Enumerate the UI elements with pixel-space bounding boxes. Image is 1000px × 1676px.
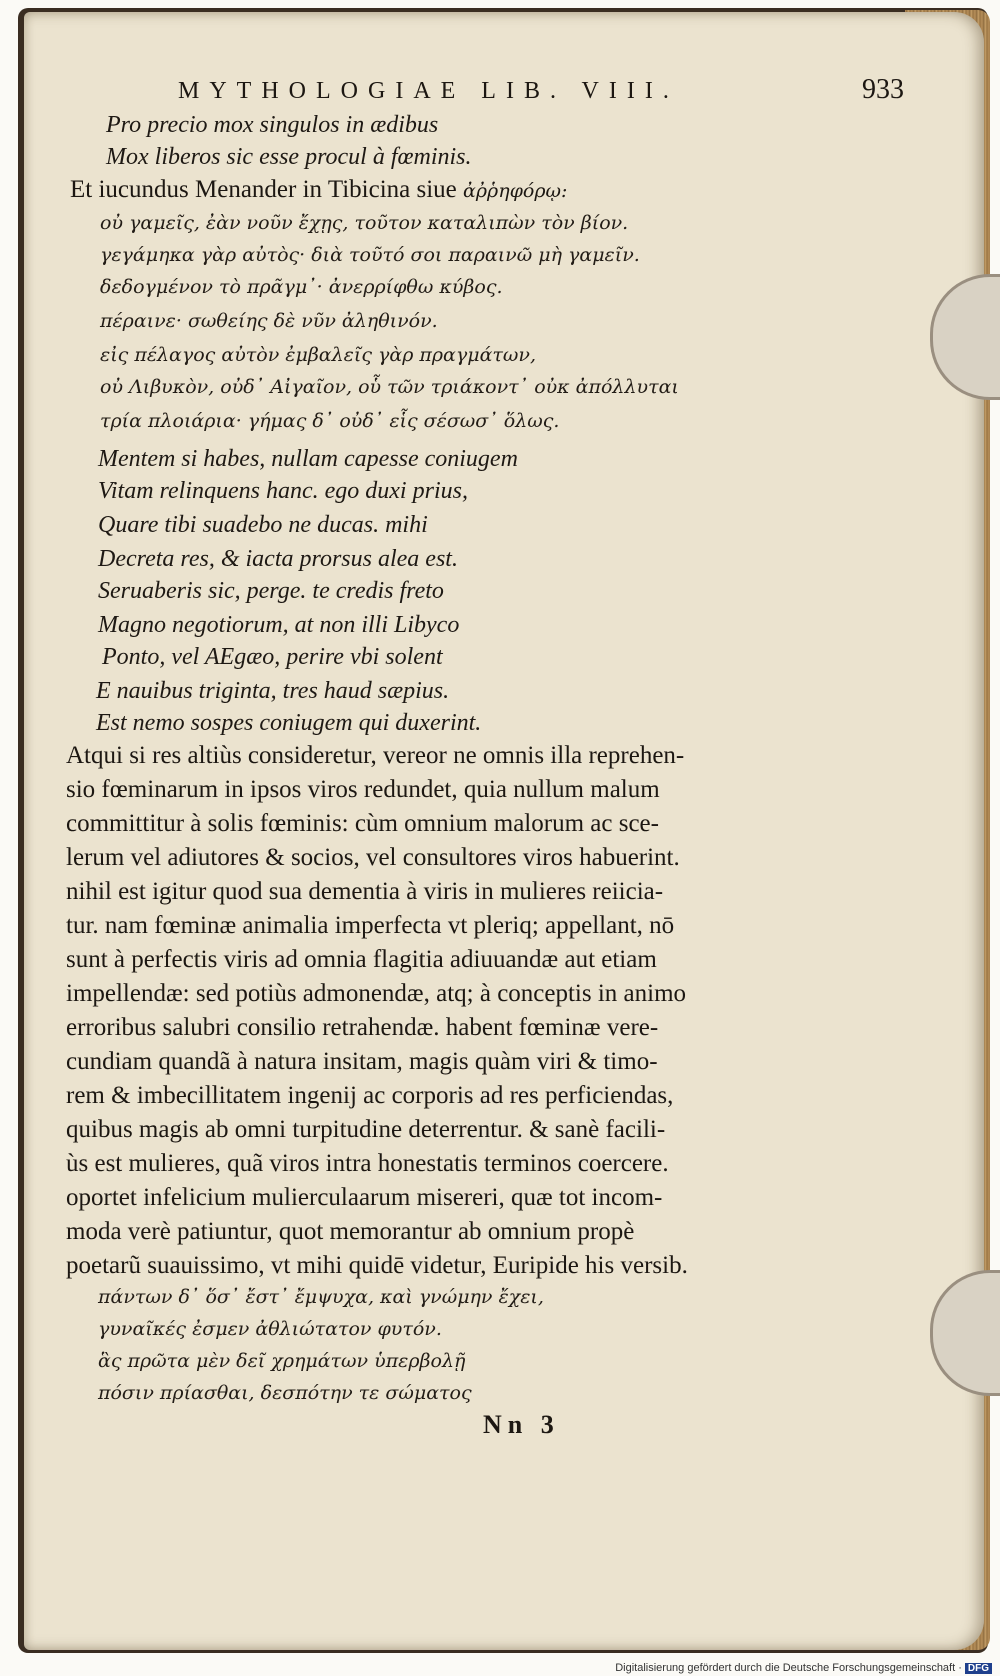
prose-line: tur. nam fœminæ animalia imperfecta vt pleriq; appellant, nō [66,912,675,939]
prose-line: poetarũ suauissimo, vt mihi quidē videtur, Euripide his versib. [66,1252,688,1279]
prose-line: committitur à solis fœminis: cùm omnium malorum ac sce- [66,810,659,837]
prose-line: ùs est mulieres, quã viros intra honestatis terminos coercere. [66,1150,669,1177]
greek-verse: γεγάμηκα γὰρ αὐτὸς· διὰ τοῦτό σοι παραινῶ μὴ γαμεῖν. [100,244,640,266]
prose-line: rem & imbecillitatem ingenij ac corporis ad res perficiendas, [66,1082,674,1109]
footer-credit [615,1662,992,1674]
prose-line: sunt à perfectis viris ad omnia flagitia adiuuandæ aut etiam [66,946,657,973]
prose-line: moda verè patiuntur, quot memorantur ab omnium propè [66,1218,635,1245]
greek-verse: πόσιν πρίασθαι, δεσπότην τε σώματος [98,1382,472,1404]
signature-mark: Nn 3 [483,1410,560,1439]
greek-verse: εἰς πέλαγος αὐτὸν ἐμβαλεῖς γὰρ πραγμάτων, [100,344,537,366]
intro-greek: ἀῤῥηφόρῳ: [463,180,568,202]
prose-line: lerum vel adiutores & socios, vel consultores viros habuerint. [66,844,680,871]
latin-verse: Est nemo sospes coniugem qui duxerint. [96,710,482,736]
latin-verse: Quare tibi suadebo ne ducas. mihi [98,512,428,538]
latin-verse: Mentem si habes, nullam capesse coniugem [98,446,518,472]
prose-line: oportet infelicium mulierculaarum misereri, quæ tot incom- [66,1184,663,1211]
latin-verse: Magno negotiorum, at non illi Libyco [98,612,460,638]
latin-verse: Decreta res, & iacta prorsus alea est. [98,546,458,572]
latin-verse: Seruaberis sic, perge. te credis freto [98,578,444,604]
latin-verse: Ponto, vel AEgæo, perire vbi solent [102,644,443,670]
greek-verse: τρία πλοιάρια· γήμας δ᾽ οὐδ᾽ εἷς σέσωσ᾽ ὅλως. [100,410,560,432]
verse-line: Pro precio mox singulos in ædibus [106,112,439,138]
footer-text: Digitalisierung gefördert durch die Deutsche Forschungsgemeinschaft · [615,1662,962,1674]
intro-roman: Et iucundus Menander in Tibicina siue [70,176,457,203]
greek-verse: γυναῖκές ἐσμεν ἀθλιώτατον φυτόν. [98,1318,442,1340]
dfg-logo: DFG [965,1663,992,1674]
greek-verse: δεδογμένον τὸ πρᾶγμ᾽· ἀνερρίφθω κύβος. [100,276,503,298]
greek-verse: ἃς πρῶτα μὲν δεῖ χρημάτων ὑπερβολῇ [98,1350,466,1372]
latin-verse: E nauibus triginta, tres haud sæpius. [96,678,450,704]
running-title: MYTHOLOGIAE LIB. VIII. [178,78,679,104]
latin-verse: Vitam relinquens hanc. ego duxi prius, [98,478,468,504]
verse-line: Mox liberos sic esse procul à fœminis. [106,144,472,170]
greek-verse: οὐ Λιβυκὸν, οὐδ᾽ Αἰγαῖον, οὗ τῶν τριάκοντ᾽ οὐκ ἀπόλλυται [100,376,679,398]
prose-line: quibus magis ab omni turpitudine deterrentur. & sanè facili- [66,1116,666,1143]
greek-verse: οὐ γαμεῖς, ἐὰν νοῦν ἔχῃς, τοῦτον καταλιπὼν τὸν βίον. [100,212,629,234]
page-number: 933 [862,74,904,105]
prose-line: nihil est igitur quod sua dementia à viris in mulieres reiicia- [66,878,664,905]
prose-line: Atqui si res altiùs consideretur, vereor ne omnis illa reprehen- [66,742,685,769]
prose-line: sio fœminarum in ipsos viros redundet, quia nullum malum [66,776,660,803]
prose-line: erroribus salubri consilio retrahendæ. habent fœminæ vere- [66,1014,659,1041]
greek-verse: πάντων δ᾽ ὅσ᾽ ἔστ᾽ ἔμψυχα, καὶ γνώμην ἔχει, [98,1286,544,1308]
prose-line: impellendæ: sed potiùs admonendæ, atq; à conceptis in animo [66,980,687,1007]
prose-line: cundiam quandã à natura insitam, magis quàm viri & timo- [66,1048,658,1075]
greek-verse: πέραινε· σωθείης δὲ νῦν ἀληθινόν. [100,310,438,332]
intro-line [70,176,567,204]
